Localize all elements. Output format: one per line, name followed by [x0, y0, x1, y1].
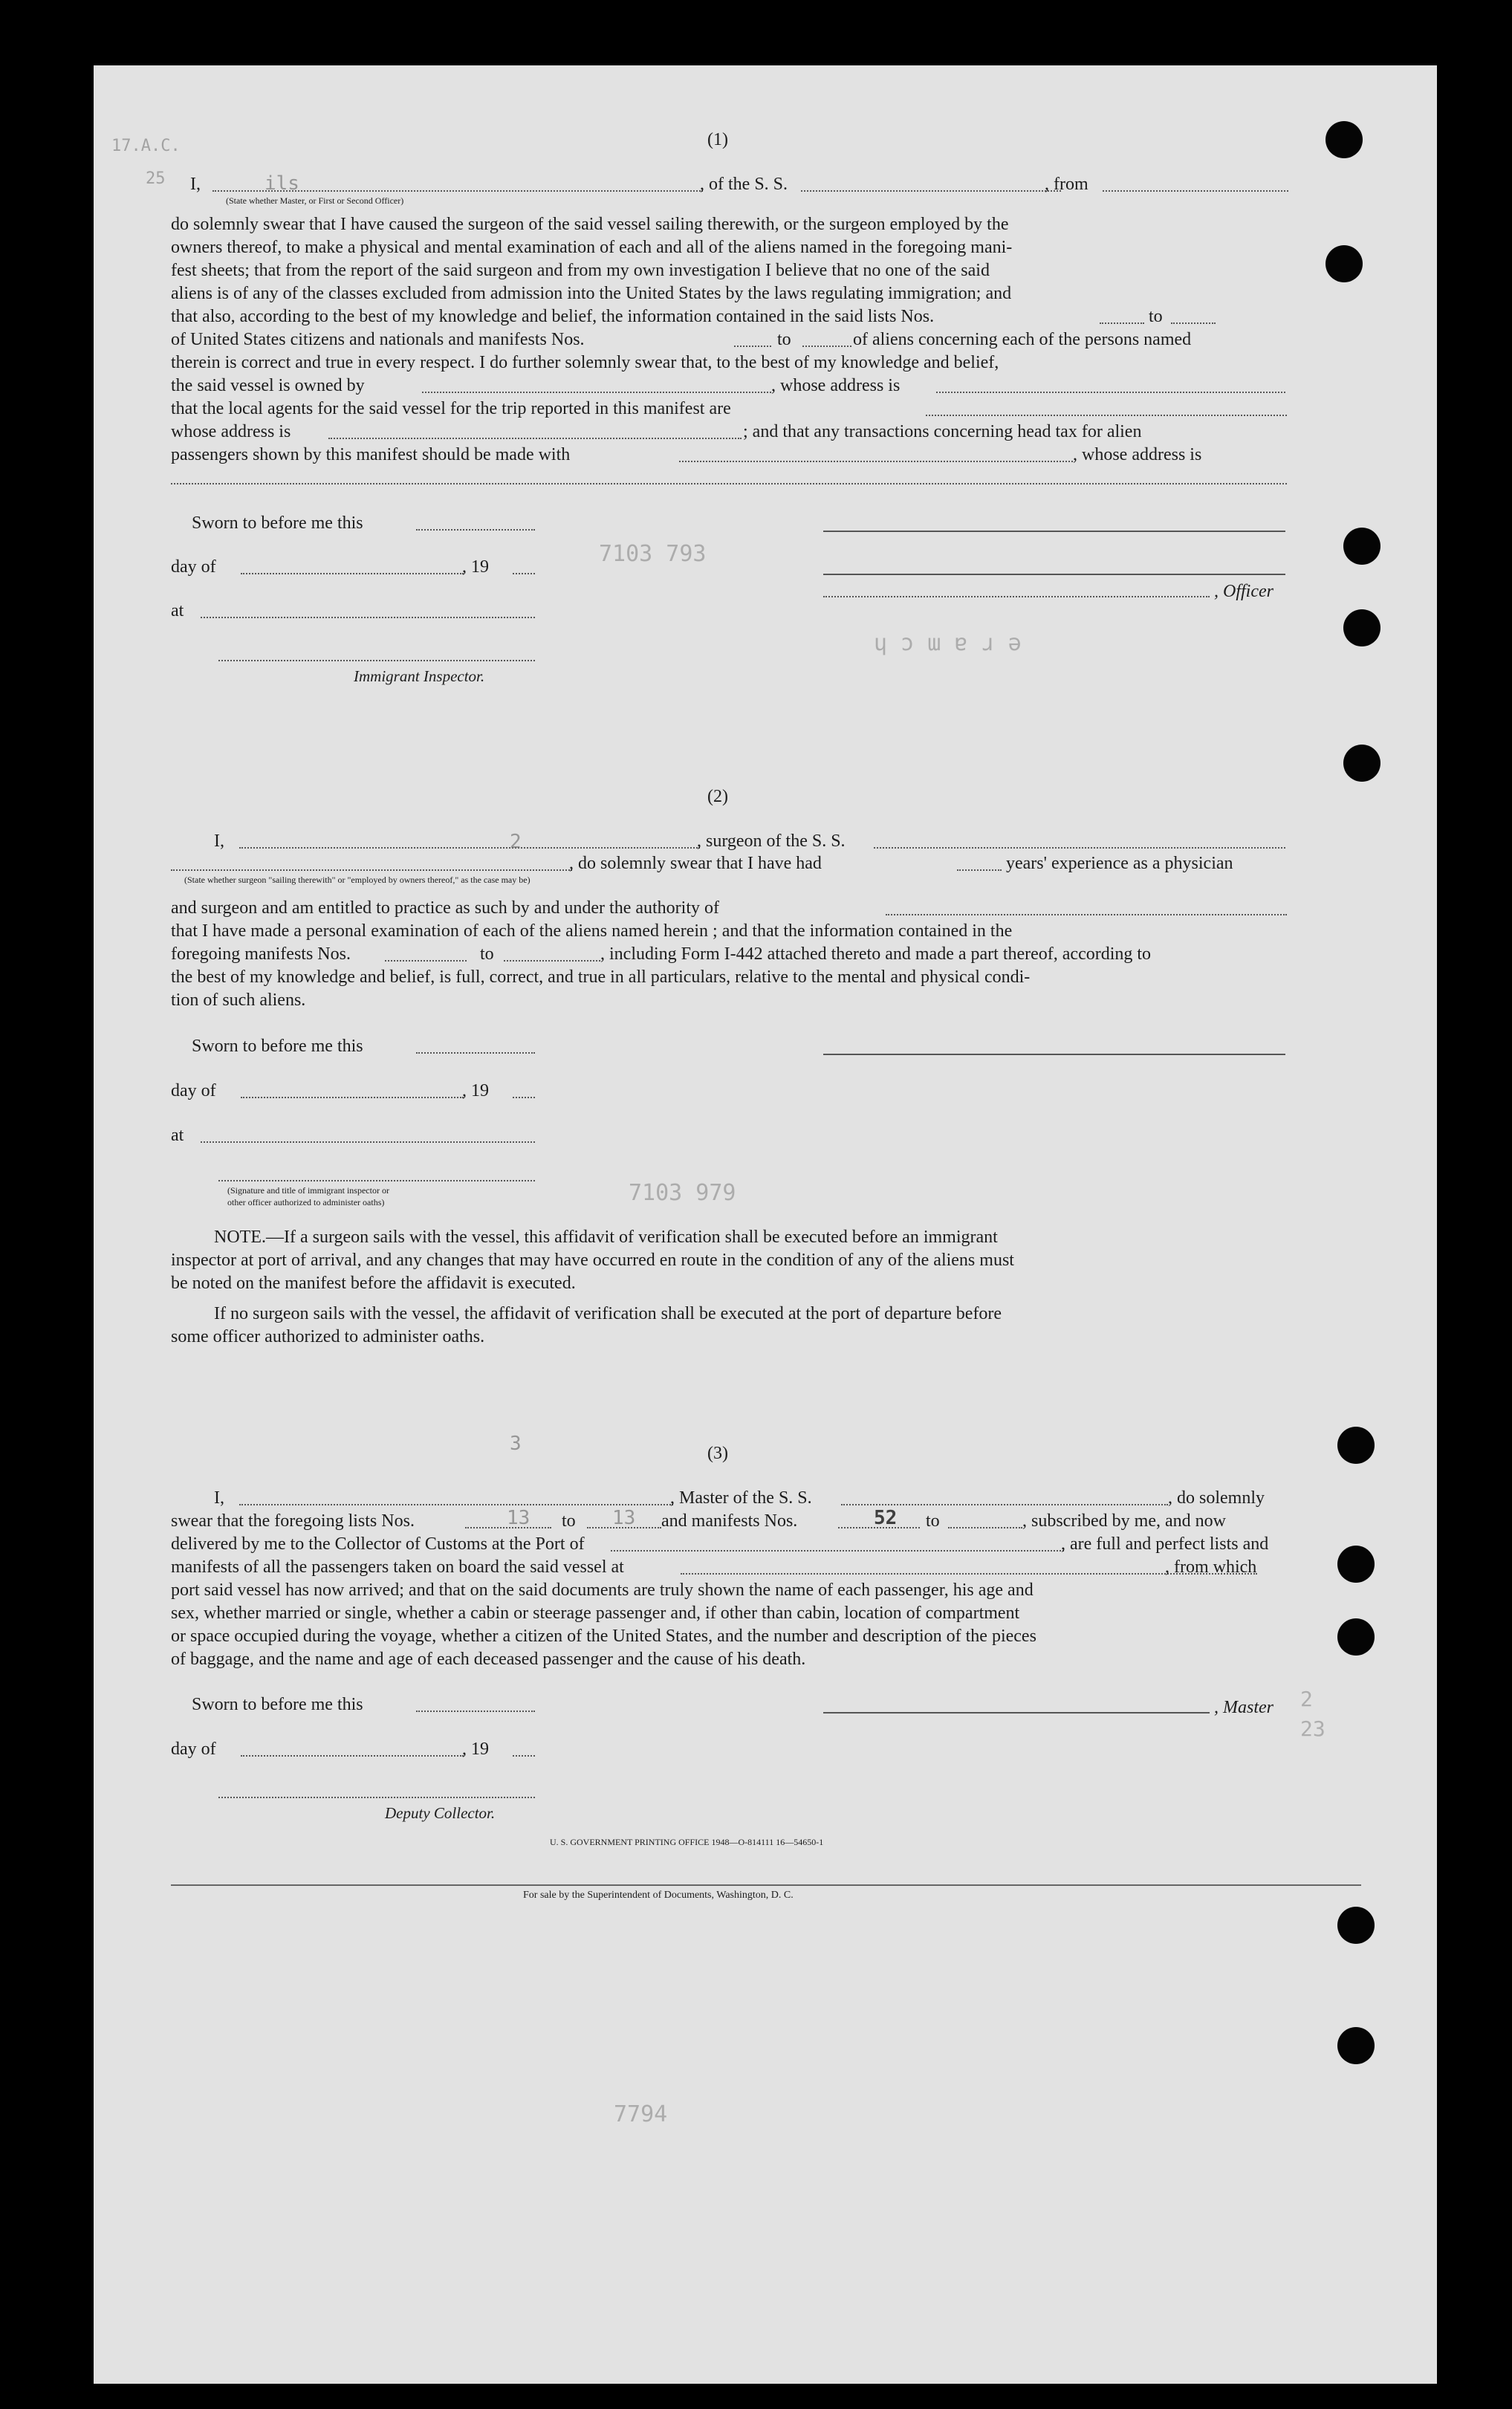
hw-section2-mark: 2 — [510, 831, 522, 853]
bleed-through-block-4: 7794 — [614, 2101, 668, 2127]
s1-day-line[interactable] — [241, 573, 464, 574]
s2-manifests-from-line[interactable] — [385, 960, 467, 962]
hw-lists-from: 13 — [507, 1507, 531, 1529]
bleed-through-block-3: 7103 979 — [629, 1180, 736, 1206]
s2-manifests-to-line[interactable] — [504, 960, 600, 962]
s1-year: , 19 — [462, 557, 489, 577]
s1-inspector-signature-line[interactable] — [218, 660, 535, 661]
s2-para-line-5: tion of such aliens. — [171, 990, 306, 1010]
s2-year-line[interactable] — [513, 1097, 535, 1098]
s1-year-line[interactable] — [513, 573, 535, 574]
s1-para-line-8: the said vessel is owned by — [171, 376, 365, 395]
s1-owner-address-line[interactable] — [936, 392, 1285, 393]
hw-manifests-no: 52 — [874, 1507, 898, 1529]
s1-para-line-11: passengers shown by this manifest should be made with — [171, 445, 571, 464]
s3-day-of: day of — [171, 1740, 216, 1759]
s3-vessel-line[interactable] — [841, 1504, 1168, 1505]
margin-note-right-2: 2 — [1300, 1687, 1313, 1711]
bleed-through-block-1: 7103 793 — [599, 541, 707, 567]
s2-day-of: day of — [171, 1081, 216, 1100]
s2-do-swear: , do solemnly swear that I have had — [569, 854, 822, 873]
s2-vessel-line[interactable] — [874, 847, 1285, 849]
s3-port-line[interactable] — [611, 1550, 1064, 1552]
punch-hole — [1337, 1907, 1375, 1944]
s1-of-aliens: of aliens concerning each of the persons named — [853, 330, 1192, 349]
s1-from-line[interactable] — [1103, 190, 1288, 192]
s2-to: to — [480, 944, 494, 964]
s2-intro: I, — [214, 831, 224, 851]
s2-caption-signature-2: other officer authorized to administer oaths) — [227, 1197, 385, 1207]
bleed-through-block-2: ɥ ɔ ɯ ɐ ɹ ǝ — [874, 630, 1022, 656]
s2-para-line-2: that I have made a personal examination of each of the aliens named herein ; and that the information contained in the — [171, 921, 1013, 941]
hw-section3-mark: 3 — [510, 1433, 522, 1455]
s3-para-line-7: of baggage, and the name and age of each deceased passenger and the cause of his death. — [171, 1650, 806, 1669]
s1-inspector: Immigrant Inspector. — [354, 667, 485, 685]
s3-deputy-signature-line[interactable] — [218, 1797, 535, 1798]
s2-sworn: Sworn to before me this — [192, 1037, 363, 1056]
s1-para-line-6: of United States citizens and nationals and manifests Nos. — [171, 330, 585, 349]
s1-whose-address-2: , whose address is — [1073, 445, 1202, 464]
s3-to-1: to — [562, 1511, 576, 1531]
s1-of-ss: , of the S. S. — [700, 175, 788, 194]
footer-rule — [171, 1884, 1361, 1886]
s1-agents-address-line[interactable] — [328, 438, 742, 439]
s3-para-line-4: port said vessel has now arrived; and that on the said documents are truly shown the name of each passenger, his age and — [171, 1580, 1034, 1600]
s2-surgeon-of: , surgeon of the S. S. — [697, 831, 846, 851]
s2-para-line-3: foregoing manifests Nos. — [171, 944, 351, 964]
s1-head-tax-address-line[interactable] — [171, 483, 1287, 484]
s2-note-line-3: be noted on the manifest before the affidavit is executed. — [171, 1274, 576, 1293]
s2-caption-surgeon: (State whether surgeon "sailing therewith" or "employed by owners thereof," as the case may be) — [184, 875, 531, 885]
s1-from: , from — [1045, 175, 1088, 194]
punch-hole — [1343, 528, 1380, 565]
s1-sworn: Sworn to before me this — [192, 513, 363, 533]
s3-year: , 19 — [462, 1740, 489, 1759]
s1-agents-line[interactable] — [926, 415, 1287, 416]
s1-para-line-7: therein is correct and true in every respect. I do further solemnly swear that, to the best of my knowledge and belief, — [171, 353, 999, 372]
section-1-number: (1) — [707, 130, 728, 149]
s1-to-2: to — [777, 330, 791, 349]
hw-lists-to: 13 — [612, 1507, 636, 1529]
s2-years-line[interactable] — [957, 869, 1002, 871]
s2-caption-signature-1: (Signature and title of immigrant inspector or — [227, 1185, 389, 1196]
punch-hole — [1326, 245, 1363, 282]
s3-to-2: to — [926, 1511, 940, 1531]
s2-note2-line-2: some officer authorized to administer oaths. — [171, 1327, 485, 1346]
s1-officer-signature-line[interactable] — [823, 596, 1210, 597]
s3-full-perfect: , are full and perfect lists and — [1061, 1534, 1269, 1554]
s2-years: years' experience as a physician — [1006, 854, 1233, 873]
margin-note-right-23: 23 — [1300, 1716, 1326, 1741]
punch-hole — [1337, 1546, 1375, 1583]
s1-head-tax-line[interactable] — [679, 461, 1073, 462]
s1-lists-to-line[interactable] — [1171, 322, 1216, 324]
s1-para-line-5: that also, according to the best of my knowledge and belief, the information contained in the said lists Nos. — [171, 307, 935, 326]
s1-sworn-line[interactable] — [416, 529, 535, 531]
document-sheet — [94, 65, 1437, 2384]
s2-at: at — [171, 1126, 184, 1145]
s1-para-line-3: fest sheets; that from the report of the said surgeon and from my own investigation I believe that no one of the said — [171, 261, 990, 280]
s3-para-line-5: sex, whether married or single, whether a cabin or steerage passenger and, if other than cabin, location of compartment — [171, 1604, 1020, 1623]
s3-year-line[interactable] — [513, 1755, 535, 1757]
s3-intro: I, — [214, 1488, 224, 1508]
s3-subscribed: , subscribed by me, and now — [1022, 1511, 1226, 1531]
s2-note2-line-1: If no surgeon sails with the vessel, the affidavit of verification shall be executed at the port of departure before — [214, 1304, 1002, 1323]
s1-head-tax: ; and that any transactions concerning head tax for alien — [743, 422, 1142, 441]
s3-master: , Master — [1214, 1698, 1273, 1717]
s1-vessel-line[interactable] — [801, 190, 1061, 192]
s1-para-line-10: whose address is — [171, 422, 291, 441]
s2-sworn-line[interactable] — [416, 1052, 535, 1054]
s3-para-line-3: manifests of all the passengers taken on board the said vessel at — [171, 1557, 624, 1577]
s2-para-line-4: the best of my knowledge and belief, is full, correct, and true in all particulars, relative to the mental and physical condi- — [171, 967, 1031, 987]
s1-whose-address: , whose address is — [771, 376, 901, 395]
s1-at-line[interactable] — [201, 617, 535, 618]
s3-master-name-line[interactable] — [239, 1504, 673, 1505]
s1-officer-line-2[interactable] — [823, 574, 1285, 575]
s2-note-line-2: inspector at port of arrival, and any changes that may have occurred en route in the condition of any of the aliens must — [171, 1251, 1014, 1270]
s3-sworn: Sworn to before me this — [192, 1695, 363, 1714]
s2-surgeon-signature-line[interactable] — [823, 1054, 1285, 1055]
s1-manifests-to-line[interactable] — [802, 346, 851, 347]
s3-para-line-6: or space occupied during the voyage, whether a citizen of the United States, and the number and description of the pieces — [171, 1627, 1036, 1646]
s2-at-line[interactable] — [201, 1141, 535, 1143]
s2-signature-line[interactable] — [218, 1180, 535, 1181]
s3-and-manifests: and manifests Nos. — [661, 1511, 798, 1531]
s2-para-line-1: and surgeon and am entitled to practice as such by and under the authority of — [171, 898, 719, 918]
punch-hole — [1343, 745, 1380, 782]
s1-para-line-2: owners thereof, to make a physical and mental examination of each and all of the aliens named in the foregoing mani- — [171, 238, 1013, 257]
s3-from-which: , from which — [1165, 1557, 1257, 1577]
gpo-imprint: U. S. GOVERNMENT PRINTING OFFICE 1948—O-814111 16—54650-1 — [550, 1837, 824, 1847]
s3-master-of: , Master of the S. S. — [670, 1488, 812, 1508]
s3-manifests-to-line[interactable] — [948, 1527, 1022, 1528]
section-3-number: (3) — [707, 1444, 728, 1463]
s1-para-line-9: that the local agents for the said vessel for the trip reported in this manifest are — [171, 399, 731, 418]
s3-master-signature-line[interactable] — [823, 1712, 1210, 1713]
s3-para-line-2: delivered by me to the Collector of Customs at the Port of — [171, 1534, 585, 1554]
s2-year: , 19 — [462, 1081, 489, 1100]
punch-hole — [1343, 609, 1380, 646]
s1-caption-officer: (State whether Master, or First or Second Officer) — [226, 195, 404, 206]
punch-hole — [1326, 121, 1363, 158]
s3-sworn-line[interactable] — [416, 1711, 535, 1712]
section-2-number: (2) — [707, 787, 728, 806]
s2-surgeon-status-line[interactable] — [171, 869, 572, 871]
punch-hole — [1337, 1427, 1375, 1464]
s1-to-1: to — [1149, 307, 1163, 326]
punch-hole — [1337, 2027, 1375, 2064]
s1-day-of: day of — [171, 557, 216, 577]
s1-manifests-from-line[interactable] — [734, 346, 771, 347]
s3-do-solemnly: , do solemnly — [1168, 1488, 1265, 1508]
s2-including: , including Form I-442 attached thereto and made a part thereof, according to — [600, 944, 1152, 964]
s1-para-line-1: do solemnly swear that I have caused the surgeon of the said vessel sailing therewith, or the surgeon employed by the — [171, 215, 1009, 234]
s2-day-line[interactable] — [241, 1097, 464, 1098]
s1-lists-from-line[interactable] — [1100, 322, 1144, 324]
hw-officer-name: ils — [265, 172, 299, 195]
s1-para-line-4: aliens is of any of the classes excluded from admission into the United States by the laws regulating immigration; and — [171, 284, 1012, 303]
s2-authority-line[interactable] — [886, 914, 1287, 915]
margin-note-25: 25 — [146, 169, 166, 188]
s1-officer: , Officer — [1214, 582, 1273, 601]
s3-para-line-1: swear that the foregoing lists Nos. — [171, 1511, 415, 1531]
margin-note-top: 17.A.C. — [111, 137, 181, 155]
s3-deputy: Deputy Collector. — [385, 1804, 496, 1822]
s1-officer-line-1[interactable] — [823, 531, 1285, 532]
sale-notice: For sale by the Superintendent of Documents, Washington, D. C. — [523, 1890, 794, 1901]
punch-hole — [1337, 1618, 1375, 1656]
s1-intro: I, — [190, 175, 201, 194]
s3-day-line[interactable] — [241, 1755, 464, 1757]
s1-at: at — [171, 601, 184, 620]
s2-surgeon-name-line[interactable] — [239, 847, 700, 849]
s1-owner-line[interactable] — [422, 392, 771, 393]
s2-note-line-1: NOTE.—If a surgeon sails with the vessel, this affidavit of verification shall be executed before an immigrant — [214, 1228, 998, 1247]
